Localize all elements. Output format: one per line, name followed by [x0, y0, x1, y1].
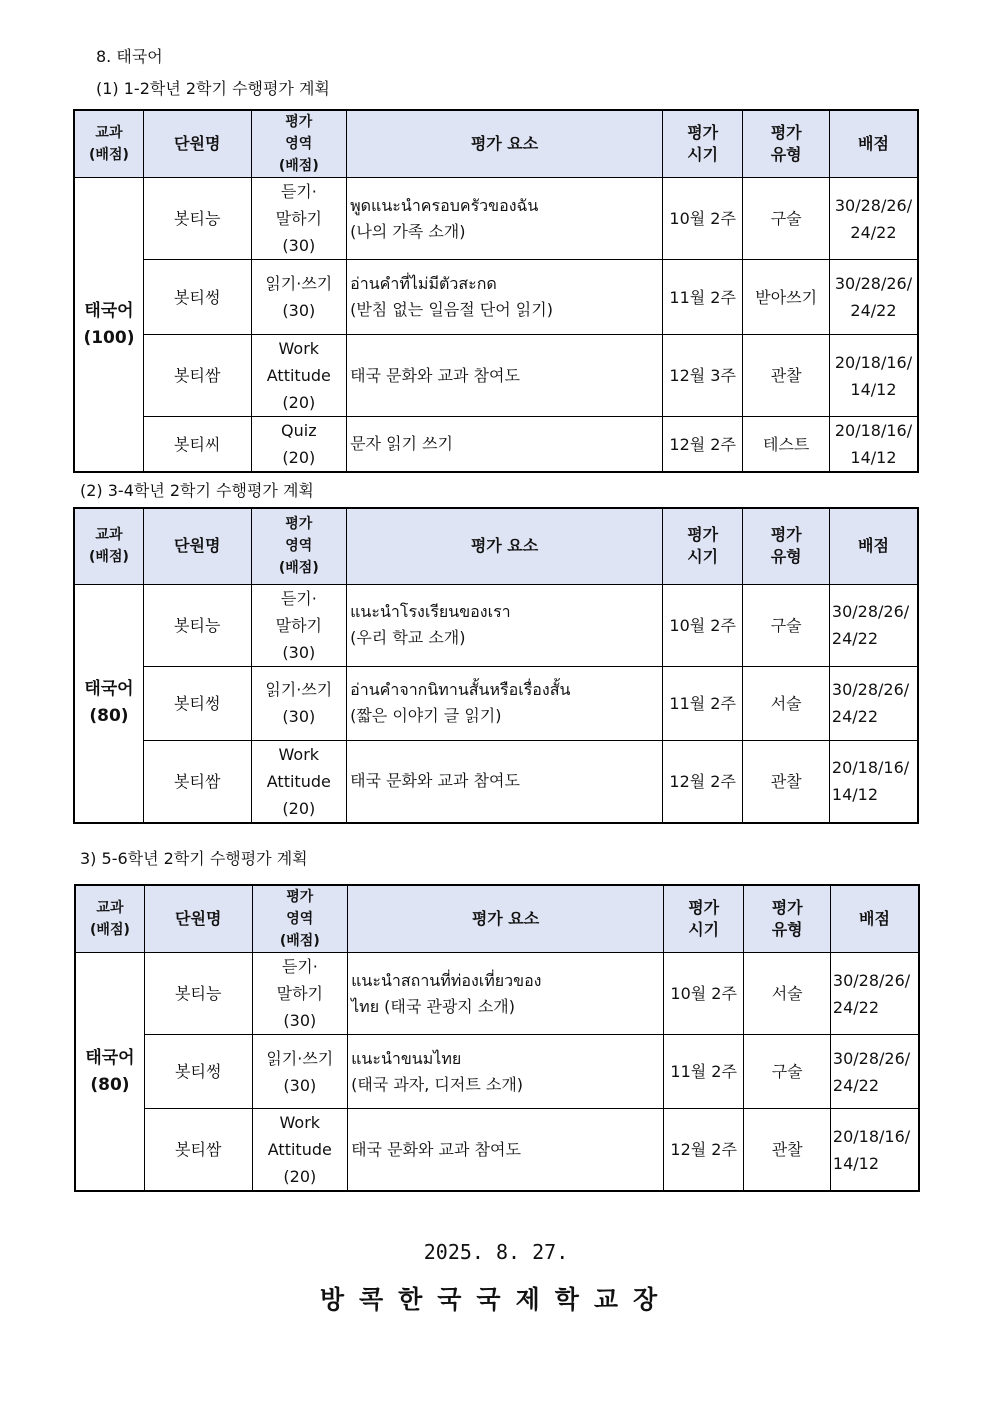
- header-area-line: 평가: [285, 516, 313, 533]
- header-subject-line: 교과: [95, 125, 123, 141]
- element-line: 태국 문화와 교과 참여도: [350, 365, 520, 385]
- area-line: 말하기: [276, 984, 323, 1003]
- header-unit: [143, 508, 251, 584]
- unit-cell: [143, 335, 251, 417]
- area-cell: [251, 178, 347, 260]
- score-line: 20/18/16/: [834, 421, 913, 440]
- element-cell: [348, 1035, 664, 1109]
- header-score: [829, 110, 918, 178]
- area-line: 말하기: [275, 209, 322, 228]
- score-cell: [829, 584, 918, 666]
- type-cell: [743, 417, 830, 473]
- unit-cell: [144, 1109, 252, 1192]
- period-text: 10월 2주: [669, 615, 736, 635]
- element-cell: [347, 666, 663, 740]
- area-line: (30): [282, 642, 316, 662]
- type-text: 받아쓰기: [755, 287, 818, 307]
- principal-signature: 방콕한국국제학교장: [319, 1285, 673, 1314]
- area-line: (30): [283, 1075, 317, 1095]
- score-line: 24/22: [831, 707, 879, 726]
- header-type-line: 평가: [770, 525, 802, 545]
- period-cell: [662, 417, 742, 473]
- assessment-table-grade-1-2: [73, 109, 919, 473]
- table-row: [74, 740, 918, 823]
- period-text: 12월 3주: [669, 366, 736, 385]
- header-area: [251, 508, 347, 584]
- score-cell: [829, 178, 918, 260]
- area-line: 듣기·: [280, 588, 317, 608]
- element-line: (우리 학교 소개): [350, 628, 466, 647]
- subject-line: (100): [83, 327, 135, 348]
- element-line: 태국 문화와 교과 참여도: [351, 1139, 521, 1159]
- type-text: 관찰: [770, 771, 802, 791]
- area-line: 읽기·쓰기: [265, 274, 333, 293]
- element-line: 문자 읽기 쓰기: [350, 434, 454, 453]
- table-row: [75, 953, 919, 1035]
- area-line: Attitude: [267, 1140, 332, 1159]
- type-cell: [743, 335, 830, 417]
- unit-name: 봇티썽: [175, 1062, 222, 1081]
- type-text: 구술: [771, 1062, 803, 1081]
- element-cell: [348, 953, 664, 1035]
- area-line: Attitude: [266, 366, 331, 385]
- area-cell: [251, 417, 347, 473]
- header-score: [829, 508, 918, 584]
- score-line: 24/22: [850, 222, 897, 242]
- score-cell: [830, 1109, 919, 1192]
- unit-name: 봇티능: [175, 984, 222, 1003]
- area-cell: [251, 740, 347, 823]
- table-3-heading: 3) 5-6학년 2학기 수행평가 계획: [80, 849, 308, 868]
- unit-name: 봇티쌈: [175, 1140, 222, 1159]
- type-text: 구술: [770, 615, 802, 635]
- table-row: [75, 1109, 919, 1192]
- header-type: [743, 508, 830, 584]
- unit-cell: [143, 178, 251, 260]
- unit-name: 봇티씨: [174, 434, 221, 454]
- area-line: (30): [282, 236, 316, 255]
- period-text: 12월 2주: [670, 1140, 737, 1159]
- period-cell: [662, 666, 742, 740]
- header-subject: [74, 508, 143, 584]
- period-text: 11월 2주: [669, 693, 736, 713]
- score-line: 14/12: [850, 448, 897, 467]
- score-line: 30/28/26/: [834, 195, 913, 215]
- element-cell: [347, 740, 663, 823]
- header-area-line: 영역: [285, 136, 313, 152]
- section-title: 8. 태국어: [96, 47, 163, 66]
- period-cell: [663, 953, 743, 1035]
- header-subject-line: 교과: [95, 527, 123, 544]
- header-unit-text: 단원명: [174, 536, 221, 556]
- subject-cell: [75, 953, 144, 1192]
- score-cell: [829, 417, 918, 473]
- table-1-heading: (1) 1-2학년 2학기 수행평가 계획: [96, 79, 330, 98]
- period-cell: [662, 260, 742, 335]
- table-2-heading: (2) 3-4학년 2학기 수행평가 계획: [80, 481, 314, 500]
- area-line: 말하기: [275, 615, 322, 635]
- header-element: [347, 508, 663, 584]
- header-type-line: 유형: [770, 547, 802, 567]
- header-period-line: 시기: [687, 145, 719, 164]
- header-area-line: 영역: [286, 911, 314, 927]
- period-text: 11월 2주: [669, 287, 736, 307]
- period-text: 10월 2주: [670, 984, 737, 1003]
- header-period-line: 평가: [687, 525, 719, 545]
- type-text: 서술: [770, 693, 802, 713]
- subject-line: 태국어: [85, 1047, 135, 1068]
- table-header-row: [74, 110, 918, 178]
- element-line: พูดแนะนำครอบครัวของฉัน: [350, 195, 539, 215]
- area-cell: [252, 1109, 348, 1192]
- header-period: [663, 885, 743, 953]
- type-text: 구술: [770, 209, 802, 228]
- element-cell: [347, 335, 663, 417]
- area-cell: [251, 584, 347, 666]
- table-row: [74, 335, 918, 417]
- element-line: แนะนำสถานที่ท่องเที่ยวของ: [351, 970, 542, 990]
- header-type-line: 유형: [771, 920, 803, 939]
- header-score-text: 배점: [859, 909, 890, 928]
- header-element-text: 평가 요소: [470, 134, 539, 153]
- subject-line: 태국어: [84, 300, 134, 321]
- table-header-row: [75, 885, 919, 953]
- score-line: 30/28/26/: [834, 274, 913, 293]
- element-line: อ่านคำที่ไม่มีตัวสะกด: [350, 274, 497, 293]
- type-cell: [743, 740, 830, 823]
- element-line: แนะนำขนมไทย: [351, 1048, 462, 1068]
- element-line: (나의 가족 소개): [350, 221, 466, 241]
- period-text: 11월 2주: [670, 1062, 737, 1081]
- unit-name: 봇티쌈: [174, 366, 221, 385]
- header-unit: [143, 110, 251, 178]
- header-area-line: (배점): [278, 158, 319, 174]
- area-line: Work: [279, 1113, 321, 1132]
- table-row: [74, 260, 918, 335]
- area-line: 듣기·: [280, 182, 317, 201]
- score-line: 30/28/26/: [832, 970, 911, 990]
- score-line: 14/12: [850, 379, 897, 399]
- element-line: ไทย (태국 관광지 소개): [351, 996, 515, 1016]
- unit-name: 봇티썽: [174, 693, 221, 713]
- header-subject: [75, 885, 144, 953]
- unit-cell: [144, 1035, 252, 1109]
- element-line: (태국 과자, 디저트 소개): [351, 1074, 524, 1094]
- subject-cell: [74, 178, 143, 473]
- score-line: 20/18/16/: [831, 758, 910, 777]
- unit-name: 봇티썽: [174, 287, 221, 307]
- score-cell: [829, 666, 918, 740]
- table-row: [74, 666, 918, 740]
- area-cell: [252, 953, 348, 1035]
- area-line: (20): [282, 393, 316, 412]
- header-area: [251, 110, 347, 178]
- header-subject-line: (배점): [89, 549, 129, 566]
- area-line: (30): [282, 301, 316, 320]
- area-line: Work: [278, 744, 320, 764]
- area-line: (20): [282, 448, 316, 467]
- score-cell: [829, 260, 918, 335]
- table-row: [74, 584, 918, 666]
- period-cell: [663, 1109, 743, 1192]
- area-line: (20): [283, 1167, 317, 1186]
- area-line: Work: [278, 339, 320, 358]
- score-line: 30/28/26/: [831, 602, 910, 621]
- period-cell: [662, 584, 742, 666]
- header-area-line: 영역: [285, 538, 313, 555]
- type-cell: [744, 953, 831, 1035]
- type-cell: [744, 1109, 831, 1192]
- unit-name: 봇티능: [174, 209, 221, 228]
- header-type-line: 평가: [770, 123, 802, 142]
- header-unit-text: 단원명: [175, 909, 222, 928]
- area-line: Quiz: [281, 421, 317, 440]
- header-period: [662, 508, 742, 584]
- element-cell: [347, 260, 663, 335]
- header-element-text: 평가 요소: [471, 909, 540, 928]
- unit-cell: [143, 740, 251, 823]
- unit-name: 봇티능: [174, 615, 221, 635]
- header-period-line: 평가: [688, 898, 720, 917]
- area-line: 읽기·쓰기: [266, 1048, 334, 1068]
- header-area-line: 평가: [285, 114, 313, 130]
- header-type-line: 유형: [770, 145, 802, 164]
- subject-line: (80): [90, 1074, 130, 1095]
- subject-cell: [74, 584, 143, 823]
- type-cell: [744, 1035, 831, 1109]
- type-text: 테스트: [762, 434, 810, 454]
- element-cell: [348, 1109, 664, 1192]
- header-subject: [74, 110, 143, 178]
- score-line: 24/22: [832, 997, 880, 1017]
- score-line: 30/28/26/: [831, 680, 910, 699]
- score-line: 24/22: [832, 1075, 880, 1095]
- score-line: 14/12: [831, 785, 879, 804]
- element-line: แนะนำโรงเรียนของเรา: [350, 602, 511, 621]
- type-cell: [743, 178, 830, 260]
- unit-cell: [143, 666, 251, 740]
- area-cell: [251, 666, 347, 740]
- header-period: [662, 110, 742, 178]
- assessment-table-grade-3-4: [73, 507, 919, 824]
- header-score-text: 배점: [858, 134, 889, 153]
- area-line: 듣기·: [281, 957, 318, 976]
- header-period-line: 시기: [687, 547, 719, 567]
- table-row: [74, 417, 918, 473]
- area-line: 읽기·쓰기: [265, 680, 333, 699]
- score-line: 14/12: [832, 1153, 880, 1173]
- header-element-text: 평가 요소: [470, 536, 539, 556]
- header-area: [252, 885, 348, 953]
- header-unit: [144, 885, 252, 953]
- document-date: 2025. 8. 27.: [423, 1240, 569, 1264]
- type-text: 관찰: [771, 1140, 803, 1159]
- type-text: 서술: [771, 984, 803, 1003]
- type-cell: [743, 666, 830, 740]
- period-text: 10월 2주: [669, 209, 736, 228]
- score-cell: [829, 740, 918, 823]
- header-type: [743, 110, 830, 178]
- element-cell: [347, 584, 663, 666]
- header-element: [348, 885, 664, 953]
- area-line: Attitude: [266, 771, 331, 791]
- header-area-line: (배점): [278, 560, 319, 577]
- area-cell: [251, 335, 347, 417]
- period-cell: [662, 335, 742, 417]
- period-cell: [662, 740, 742, 823]
- score-cell: [829, 335, 918, 417]
- period-cell: [662, 178, 742, 260]
- type-cell: [743, 584, 830, 666]
- table-row: [74, 178, 918, 260]
- element-line: อ่านคำจากนิทานสั้นหรือเรื่องสั้น: [350, 680, 571, 699]
- element-line: (짧은 이야기 글 읽기): [350, 706, 502, 725]
- area-line: (30): [282, 707, 316, 726]
- unit-name: 봇티쌈: [174, 771, 221, 791]
- score-line: 24/22: [850, 301, 897, 320]
- table-header-row: [74, 508, 918, 584]
- header-period-line: 시기: [688, 920, 720, 939]
- header-area-line: 평가: [286, 889, 314, 905]
- header-element: [347, 110, 663, 178]
- element-cell: [347, 178, 663, 260]
- unit-cell: [144, 953, 252, 1035]
- unit-cell: [143, 417, 251, 473]
- header-area-line: (배점): [279, 933, 320, 949]
- header-type-line: 평가: [771, 898, 803, 917]
- element-line: 태국 문화와 교과 참여도: [350, 771, 520, 790]
- header-score: [830, 885, 919, 953]
- unit-cell: [143, 260, 251, 335]
- area-cell: [252, 1035, 348, 1109]
- subject-line: 태국어: [84, 679, 134, 699]
- period-text: 12월 2주: [669, 434, 736, 454]
- table-row: [75, 1035, 919, 1109]
- header-period-line: 평가: [687, 123, 719, 142]
- area-line: (20): [282, 798, 316, 818]
- assessment-table-grade-5-6: [74, 884, 920, 1192]
- element-cell: [347, 417, 663, 473]
- type-cell: [743, 260, 830, 335]
- period-cell: [663, 1035, 743, 1109]
- score-cell: [830, 1035, 919, 1109]
- header-score-text: 배점: [858, 536, 889, 556]
- header-subject-line: 교과: [96, 900, 124, 916]
- header-unit-text: 단원명: [174, 134, 221, 153]
- score-cell: [830, 953, 919, 1035]
- type-text: 관찰: [770, 366, 802, 385]
- score-line: 20/18/16/: [832, 1126, 911, 1146]
- element-line: (받침 없는 일음절 단어 읽기): [350, 300, 553, 319]
- score-line: 20/18/16/: [834, 352, 913, 372]
- subject-line: (80): [89, 706, 129, 726]
- score-line: 30/28/26/: [832, 1048, 911, 1068]
- area-line: (30): [283, 1011, 317, 1030]
- period-text: 12월 2주: [669, 771, 736, 791]
- score-line: 24/22: [831, 629, 879, 648]
- unit-cell: [143, 584, 251, 666]
- header-subject-line: (배점): [89, 147, 129, 163]
- area-cell: [251, 260, 347, 335]
- header-type: [744, 885, 831, 953]
- header-subject-line: (배점): [90, 922, 130, 938]
